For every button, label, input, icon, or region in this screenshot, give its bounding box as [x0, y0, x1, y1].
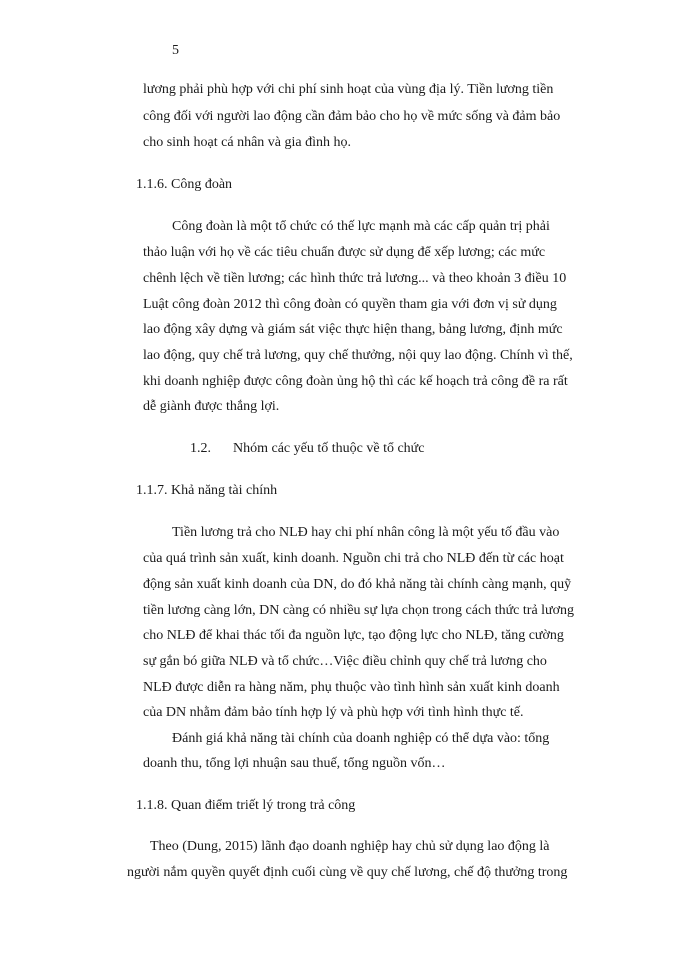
body-line: cho NLĐ để khai thác tối đa nguồn lực, tạo động lực cho NLĐ, tăng cường: [143, 628, 564, 643]
body-line: cho sinh hoạt cá nhân và gia đình họ.: [143, 135, 352, 150]
body-line: Công đoàn là một tổ chức có thế lực mạnh mà các cấp quản trị phải: [172, 219, 550, 234]
body-line: NLĐ được diễn ra hàng năm, phụ thuộc vào tình hình sản xuất kinh doanh: [143, 680, 560, 695]
body-line: lương phải phù hợp với chi phí sinh hoạt của vùng địa lý. Tiền lương tiền: [143, 82, 554, 97]
section-heading-1-2-number: 1.2.: [190, 441, 211, 456]
body-line: Theo (Dung, 2015) lãnh đạo doanh nghiệp hay chủ sử dụng lao động là: [150, 839, 550, 854]
section-heading-1-1-8: 1.1.8. Quan điểm triết lý trong trả công: [136, 798, 356, 813]
body-line: dễ giành được thắng lợi.: [143, 399, 280, 414]
body-line: người nắm quyền quyết định cuối cùng về quy chế lương, chế độ thưởng trong: [127, 865, 568, 880]
section-heading-1-1-7: 1.1.7. Khả năng tài chính: [136, 483, 278, 498]
body-line: của DN nhằm đảm bảo tính hợp lý và phù hợp với tình hình thực tế.: [143, 705, 524, 720]
section-heading-1-2-title: Nhóm các yếu tố thuộc về tổ chức: [233, 441, 425, 456]
page-number: 5: [172, 43, 179, 58]
body-line: thảo luận với họ về các tiêu chuẩn được sử dụng để xếp lương; các mức: [143, 245, 546, 260]
body-line: chênh lệch về tiền lương; các hình thức trả lương... và theo khoản 3 điều 10: [143, 271, 567, 286]
body-line: Luật công đoàn 2012 thì công đoàn có quyền tham gia với đơn vị sử dụng: [143, 297, 557, 312]
body-line: của quá trình sản xuất, kinh doanh. Nguồn chi trả cho NLĐ đến từ các hoạt: [143, 551, 564, 566]
body-line: động sản xuất kinh doanh của DN, do đó khả năng tài chính càng mạnh, quỹ: [143, 577, 572, 592]
body-line: công đối với người lao động cần đảm bảo cho họ về mức sống và đảm bảo: [143, 109, 561, 124]
section-heading-1-1-6: 1.1.6. Công đoàn: [136, 177, 233, 192]
body-line: sự gắn bó giữa NLĐ và tổ chức…Việc điều chỉnh quy chế trả lương cho: [143, 654, 547, 669]
body-line: doanh thu, tổng lợi nhuận sau thuế, tổng nguồn vốn…: [143, 756, 446, 771]
body-line: tiền lương càng lớn, DN càng có nhiều sự lựa chọn trong cách thức trả lương: [143, 603, 575, 618]
body-line: khi doanh nghiệp được công đoàn ủng hộ thì các kế hoạch trả công đề ra rất: [143, 374, 568, 389]
body-line: lao động, quy chế trả lương, quy chế thưởng, nội quy lao động. Chính vì thế,: [143, 348, 573, 363]
body-line: lao động xây dựng và giám sát việc thực hiện thang, bảng lương, định mức: [143, 322, 563, 337]
body-line: Đánh giá khả năng tài chính của doanh nghiệp có thể dựa vào: tổng: [172, 731, 550, 746]
body-line: Tiền lương trả cho NLĐ hay chi phí nhân công là một yếu tố đầu vào: [172, 525, 560, 540]
